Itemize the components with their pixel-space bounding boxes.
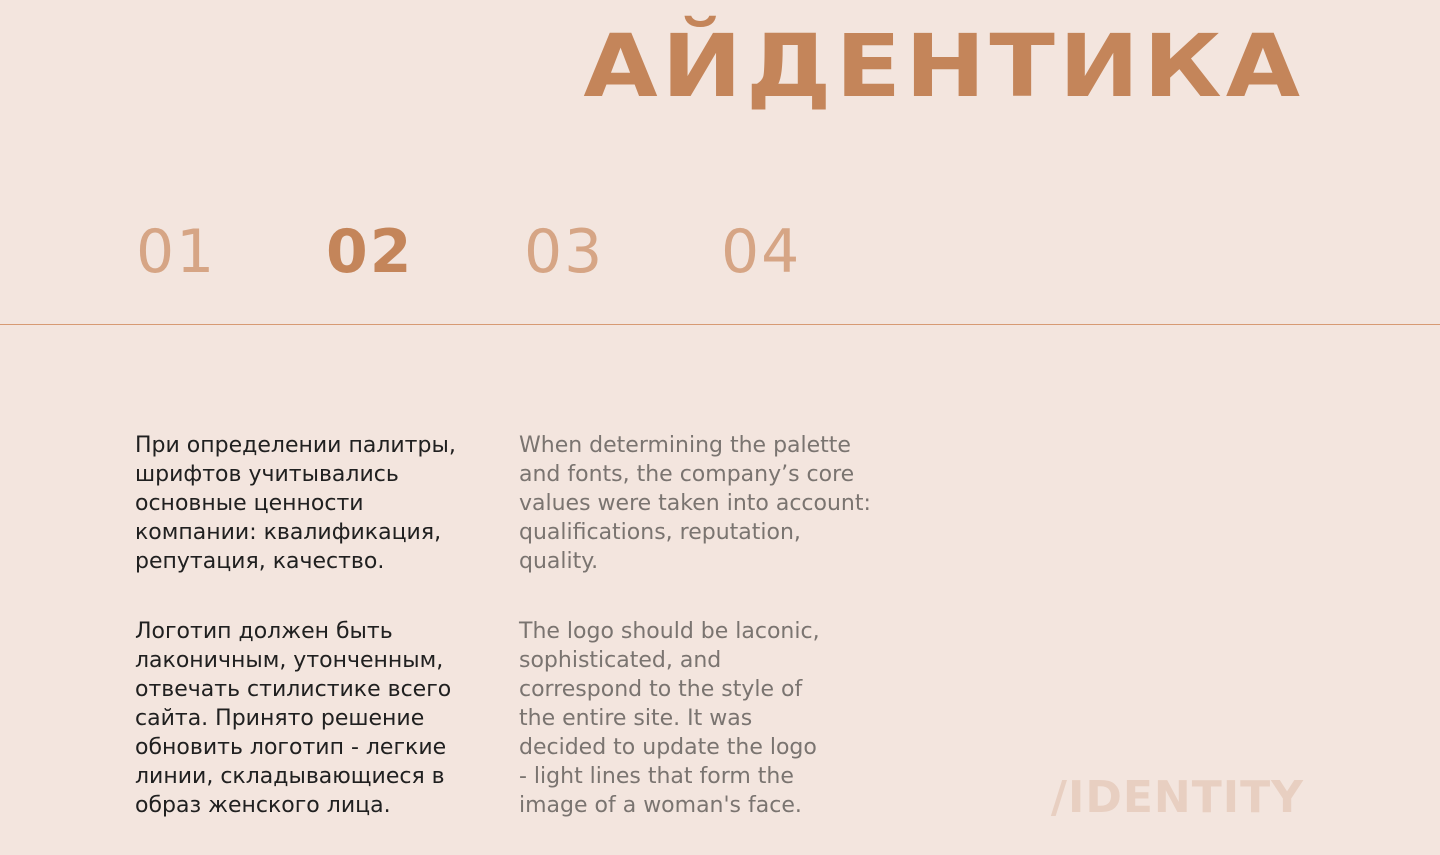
identity-watermark: /IDENTITY [1050,772,1304,823]
section-step-nav [136,212,831,292]
ru-paragraph-logo: Логотип должен быть лаконичным, утонченным, отвечать стилистике всего сайта. Принято решение обновить логотип - легкие линии, складывающиеся в образ женского лица. [135,619,452,818]
step-03-tab[interactable]: 03 [524,217,605,287]
ru-paragraph-values: При определении палитры, шрифтов учитывались основные ценности компании: квалификация, репутация, качество. [135,433,456,574]
step-01-tab[interactable]: 01 [136,217,217,287]
step-04-tab[interactable]: 04 [721,217,802,287]
section-divider [0,324,1440,325]
page-title: АЙДЕНТИКА [583,16,1304,117]
en-paragraph-logo: The logo should be laconic, sophisticated, and correspond to the style of the entire site. It was decided to update the logo - light lines that form the image of a woman's face. [519,619,820,818]
en-paragraph-values: When determining the palette and fonts, the company’s core values were taken into account: qualifications, reputation, quality. [519,433,871,574]
step-02-tab-active[interactable]: 02 [326,217,414,287]
